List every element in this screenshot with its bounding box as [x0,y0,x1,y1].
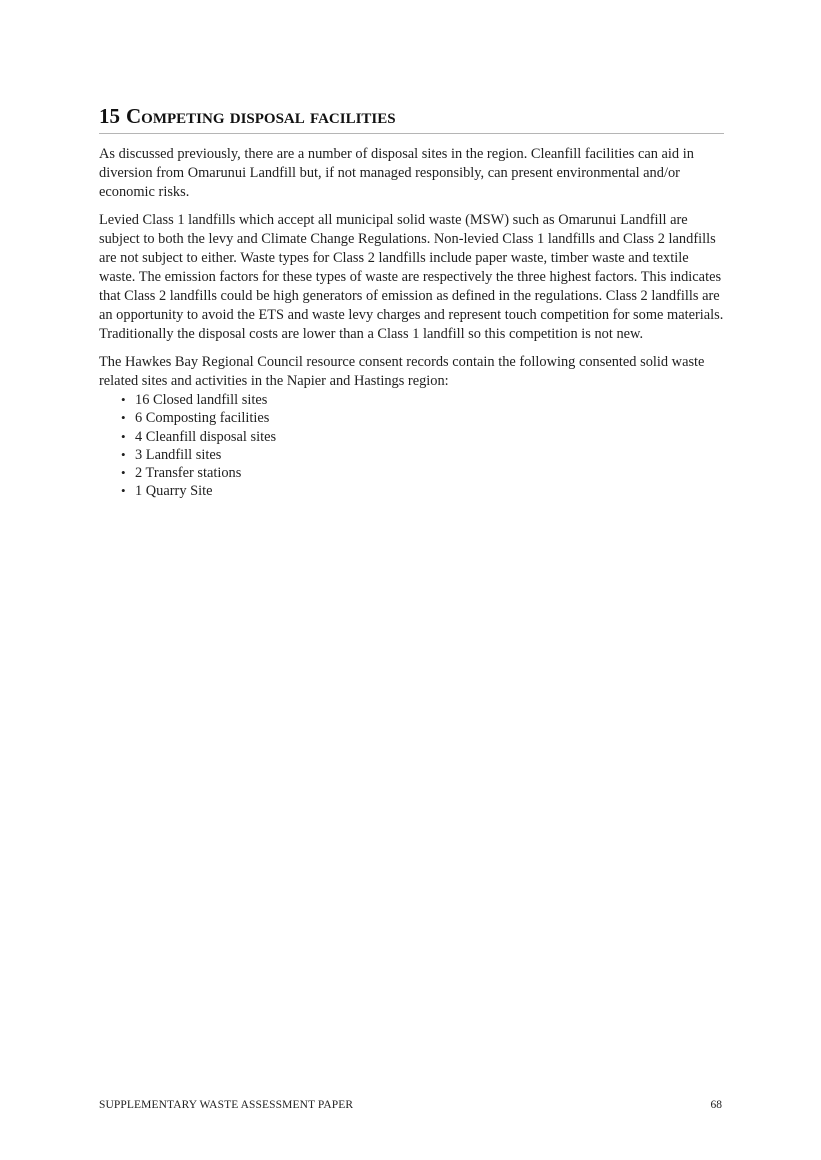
body-content [99,145,724,501]
list-item [99,391,724,409]
bullet-icon: • [121,392,126,407]
paragraph-landfill-classes: Levied Class 1 landfills which accept all municipal solid waste (MSW) such as Omarunui Landfill are subject to both the levy and Climate Change Regulations. Non-levied Class 1 landfills and Class 2 landfills are not subject to either. Waste types for Class 2 landfills include paper waste, timber waste and textile waste. The emission factors for these types of waste are respectively the three highest factors. This indicates that Class 2 landfills could be high generators of emission as defined in the regulations. Class 2 landfills are an opportunity to avoid the ETS and waste levy charges and represent touch competition for some materials. Traditionally the disposal costs are lower than a Class 1 landfill so this competition is not new. [99,212,724,342]
footer-document-title: SUPPLEMENTARY WASTE ASSESSMENT PAPER [99,1099,354,1111]
section-heading [99,100,724,134]
bullet-icon: • [121,446,126,462]
bullet-icon: • [121,428,126,444]
bullet-icon: • [121,483,126,499]
footer-page-number: 68 [710,1099,722,1111]
list-item [99,428,724,446]
section-title: Competing disposal facilities [126,104,396,128]
paragraph-intro: As discussed previously, there are a number of disposal sites in the region. Cleanfill facilities can aid in diversion from Omarunui Landfill but, if not managed responsibly, can present environmental and/or economic risks. [99,146,694,200]
list-item-text: 2 Transfer stations [135,465,242,482]
list-item-text: 4 Cleanfill disposal sites [135,428,277,445]
bullet-icon: • [121,410,126,426]
paragraph-consent-records: The Hawkes Bay Regional Council resource consent records contain the following consented solid waste related sites and activities in the Napier and Hastings region: [99,354,705,389]
list-item-text: 1 Quarry Site [135,483,213,500]
section-number: 15 [99,104,120,128]
list-item-text: 6 Composting facilities [135,410,270,427]
list-item [99,446,724,464]
consented-sites-list [99,391,724,501]
list-item [99,482,724,500]
list-item [99,464,724,482]
bullet-icon: • [121,465,126,481]
list-item [99,409,724,427]
list-item-text: 3 Landfill sites [135,446,222,463]
list-item-text: 16 Closed landfill sites [135,392,268,408]
